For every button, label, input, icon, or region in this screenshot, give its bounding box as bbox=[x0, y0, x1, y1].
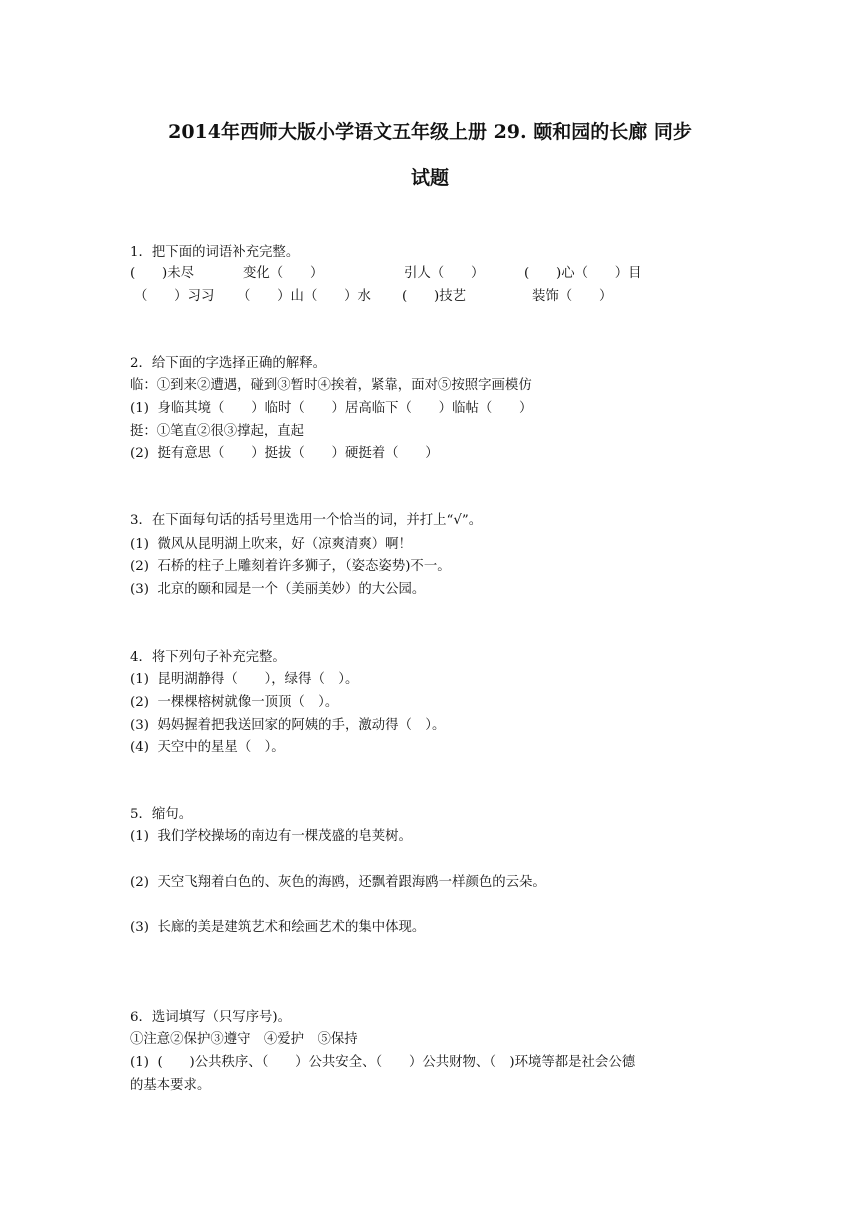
q6-line: 的基本要求。 bbox=[130, 1078, 211, 1093]
q1-blank: （ ）山（ ）水 bbox=[237, 289, 371, 304]
q1-heading: 1．把下面的词语补充完整。 bbox=[130, 245, 300, 260]
q2-line: (2) 挺有意思（ ）挺拔（ ）硬挺着（ ） bbox=[130, 446, 439, 461]
q5-line: (3) 长廊的美是建筑艺术和绘画艺术的集中体现。 bbox=[130, 920, 426, 935]
q1-blank: ( )未尽 bbox=[130, 266, 195, 281]
q6-options: ①注意②保护③遵守 ④爱护 ⑤保持 bbox=[130, 1032, 358, 1047]
q1-blank: ( )技艺 bbox=[402, 289, 467, 304]
q2-line: 挺：①笔直②很③撑起，直起 bbox=[130, 424, 305, 439]
q2-heading: 2．给下面的字选择正确的解释。 bbox=[130, 356, 326, 371]
q3-line: (2) 石桥的柱子上雕刻着许多狮子，（姿态姿势)不一。 bbox=[130, 559, 451, 574]
q3-line: (1) 微风从昆明湖上吹来，好（凉爽清爽）啊！ bbox=[130, 537, 412, 552]
q6-line: (1) ( )公共秩序、（ ）公共安全、（ ）公共财物、（ )环境等都是社会公德 bbox=[130, 1055, 636, 1070]
document-title-line-2: 试题 bbox=[410, 167, 449, 189]
q4-heading: 4．将下列句子补充完整。 bbox=[130, 650, 286, 665]
q4-line: (2) 一棵棵榕树就像一顶顶（ ）。 bbox=[130, 695, 339, 710]
q1-blank: （ ）习习 bbox=[134, 289, 215, 304]
q5-line: (1) 我们学校操场的南边有一棵茂盛的皂荚树。 bbox=[130, 829, 412, 844]
q4-line: (3) 妈妈握着把我送回家的阿姨的手，激动得（ ）。 bbox=[130, 718, 446, 733]
q1-blank: 变化（ ） bbox=[243, 266, 324, 281]
q5-line: (2) 天空飞翔着白色的、灰色的海鸥，还飘着跟海鸥一样颜色的云朵。 bbox=[130, 875, 546, 890]
q1-blank: 引人（ ） bbox=[404, 266, 485, 281]
q1-blank: 装饰（ ） bbox=[532, 289, 613, 304]
q4-line: (1) 昆明湖静得（ ），绿得（ ）。 bbox=[130, 672, 359, 687]
q3-heading: 3．在下面每句话的括号里选用一个恰当的词，并打上“√”。 bbox=[130, 513, 483, 528]
q2-line: 临：①到来②遭遇，碰到③暂时④挨着，紧靠，面对⑤按照字画模仿 bbox=[130, 378, 532, 393]
q3-line: (3) 北京的颐和园是一个（美丽美妙）的大公园。 bbox=[130, 582, 426, 597]
q6-heading: 6．选词填写（只写序号)。 bbox=[130, 1010, 292, 1025]
q4-line: (4) 天空中的星星（ ）。 bbox=[130, 740, 285, 755]
q2-line: (1) 身临其境（ ）临时（ ）居高临下（ ）临帖（ ） bbox=[130, 401, 533, 416]
document-title-line-1: 2014年西师大版小学语文五年级上册 29. 颐和园的长廊 同步 bbox=[168, 121, 692, 143]
q5-heading: 5．缩句。 bbox=[130, 807, 193, 822]
q1-blank: ( )心（ ）目 bbox=[524, 266, 642, 281]
